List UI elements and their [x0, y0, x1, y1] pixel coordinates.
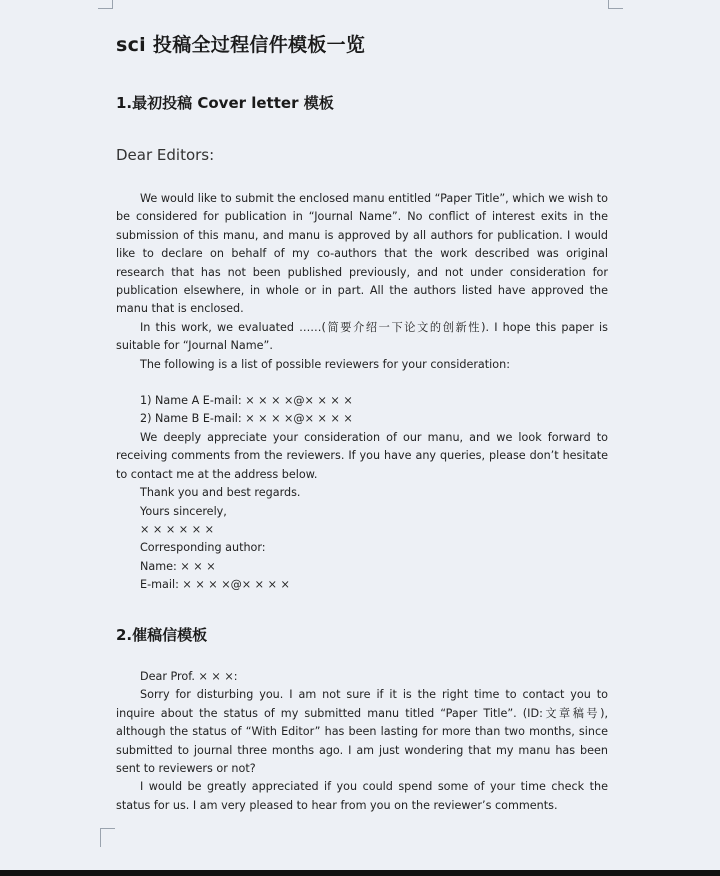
cover-letter-body: [116, 190, 608, 595]
paragraph: The following is a list of possible reviewers for your consideration:: [140, 357, 510, 371]
paragraph: We deeply appreciate your consideration of our manu, and we look forward to receiving comments from the reviewers. If you have any queries, please don’t hesitate to contact me at the address below.: [116, 430, 608, 481]
paragraph: We would like to submit the enclosed manu entitled “Paper Title”, which we wish to be considered for publication in “Journal Name”. No conflict of interest exits in the submission of this manu, and manu is approved by all authors for publication. I would like to declare on behalf of my co-authors that the work described was original research that has not been published previously, and not under consideration for publication elsewhere, in whole or in part. All the authors listed have approved the manu that is enclosed.: [116, 192, 608, 316]
reminder-letter-body: [116, 668, 608, 815]
section-heading-cover-letter: 1.最初投稿 Cover letter 模板: [116, 94, 334, 112]
closing-line: Yours sincerely,: [140, 504, 227, 518]
paragraph: In this work, we evaluated ……(简要介绍一下论文的创新性). I hope this paper is suitable for “Journal Name”.: [116, 320, 608, 353]
salutation: Dear Editors:: [116, 146, 215, 164]
author-name: Name: × × ×: [140, 559, 216, 573]
reviewer-line: 1) Name A E-mail: × × × ×@× × × ×: [140, 394, 353, 408]
corresponding-author-label: Corresponding author:: [140, 541, 266, 555]
document-title: sci 投稿全过程信件模板一览: [116, 34, 366, 56]
author-email: E-mail: × × × ×@× × × ×: [140, 578, 290, 592]
closing-line: Thank you and best regards.: [140, 486, 301, 500]
bottom-edge: [0, 870, 720, 876]
page-corner-mark: [608, 0, 623, 9]
reviewer-line: 2) Name B E-mail: × × × ×@× × × ×: [140, 412, 353, 426]
section-heading-reminder-letter: 2.催稿信模板: [116, 626, 208, 644]
paragraph: I would be greatly appreciated if you could spend some of your time check the status for us. I am very pleased to hear from you on the reviewer’s comments.: [116, 780, 608, 812]
signature: × × × × × ×: [140, 522, 215, 536]
salutation: Dear Prof. × × ×:: [140, 670, 238, 683]
page-corner-mark: [100, 828, 115, 847]
paragraph: Sorry for disturbing you. I am not sure if it is the right time to contact you to inquire about the status of my submitted manu titled “Paper Title”. (ID:文章稿号), although the status of “With Editor” has been lasting for more than two months, since submitted to journal three months ago. I am just wondering that my manu has been sent to reviewers or not?: [116, 688, 608, 776]
page-corner-mark: [98, 0, 113, 9]
